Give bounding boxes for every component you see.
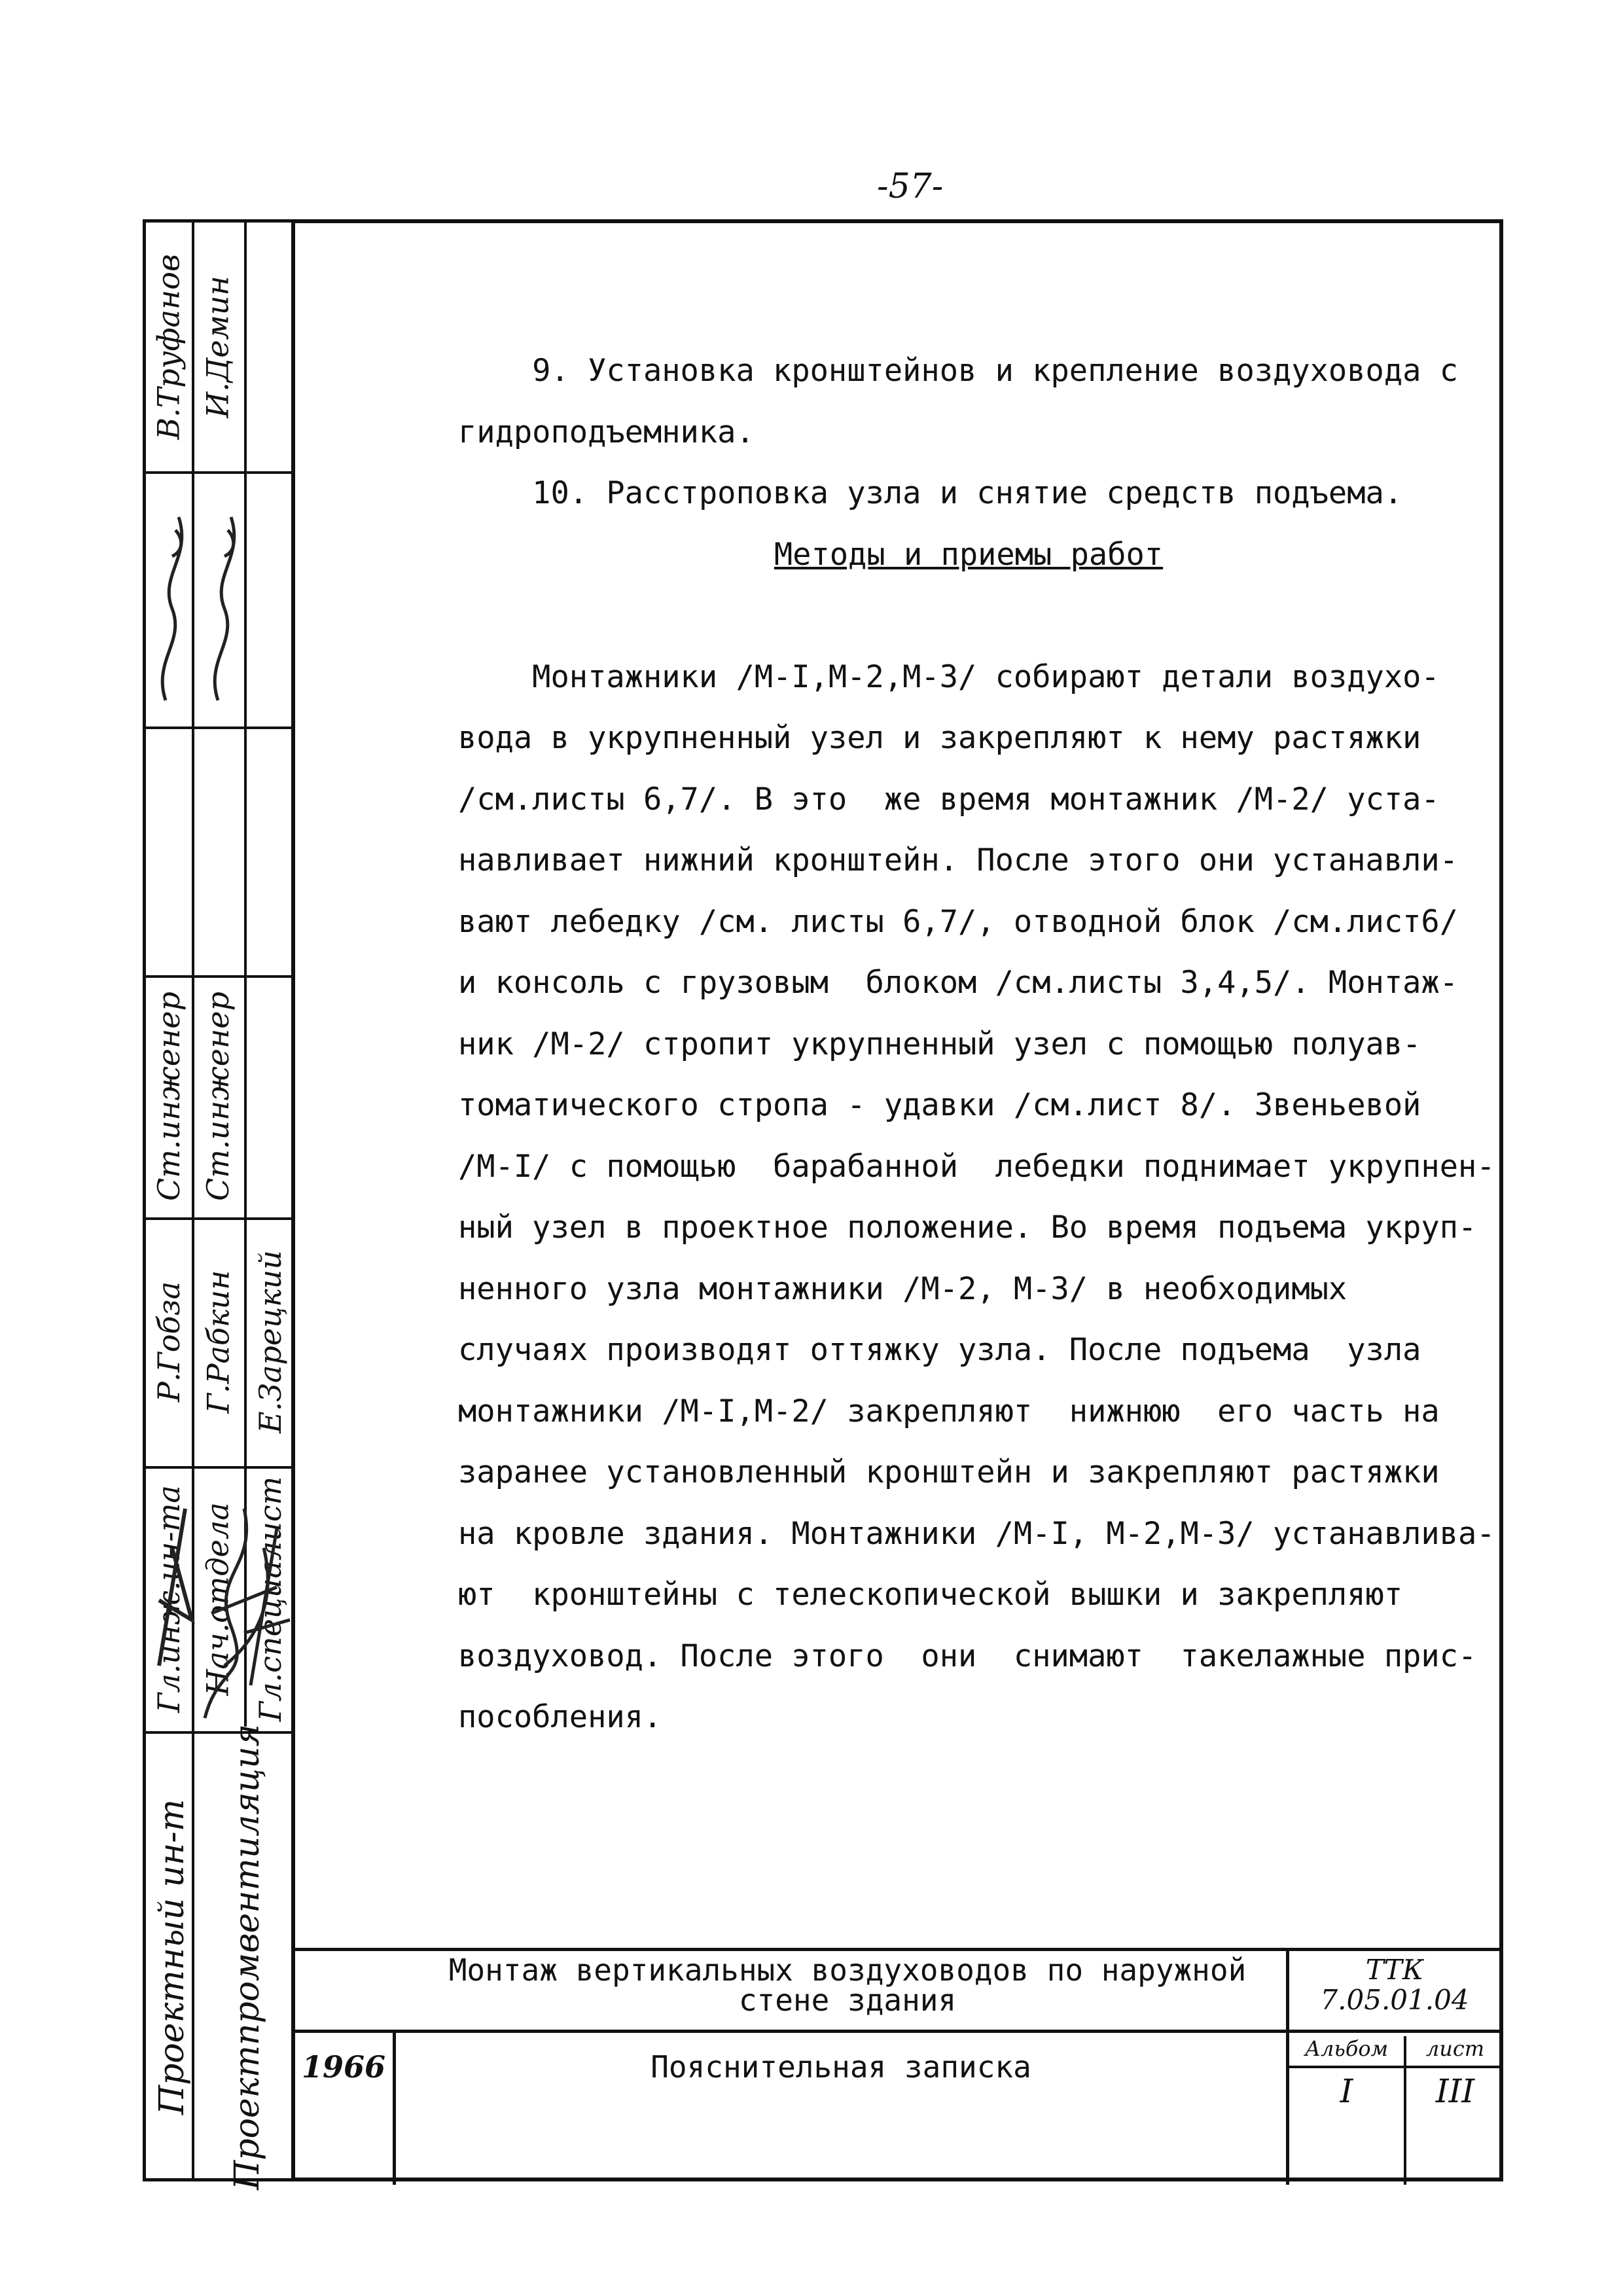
institute-name: Проектпромвентиляция — [228, 1723, 268, 2191]
album-value: I — [1340, 2072, 1353, 2110]
document-name: Пояснительная записка — [651, 2049, 1031, 2085]
signature-strip — [143, 219, 295, 2191]
text-line: Монтажники /М-I,М-2,М-3/ собирают детали воздухо- — [458, 658, 1440, 695]
text-line: /М-I/ с помощью барабанной лебедки поднимает укрупнен- — [458, 1148, 1495, 1185]
title-block — [291, 1948, 1503, 2181]
text-line: на кровле здания. Монтажники /М-I, М-2,М-3/ устанавлива- — [458, 1515, 1495, 1552]
strip-divider — [146, 726, 295, 729]
text-line — [458, 585, 1479, 647]
text-line: воздуховод. После этого они снимают такелажные прис- — [458, 1638, 1477, 1674]
text-line: монтажники /М-I,М-2/ закрепляют нижнюю его часть на — [458, 1393, 1440, 1429]
album-label: Альбом — [1304, 2036, 1389, 2061]
signer-role: Ст.инженер — [151, 992, 187, 1201]
signer-name: В.Труфанов — [151, 254, 187, 440]
document-body — [458, 340, 1495, 1748]
institute-name: Проектный ин-т — [152, 1799, 192, 2115]
text-line: и консоль с грузовым блоком /см.листы 3,4,5/. Монтаж- — [458, 965, 1459, 1001]
signer-role: Гл.специалист — [253, 1476, 288, 1721]
stamp-divider — [1404, 2036, 1406, 2185]
signer-role: Ст.инженер — [200, 992, 236, 1201]
stamp-divider — [1286, 2066, 1503, 2068]
text-line: заранее установленный кронштейн и закрепляют растяжки — [458, 1454, 1440, 1490]
text-line: ют кронштейны с телескопической вышки и закрепляют — [458, 1577, 1403, 1613]
sheet-value: III — [1435, 2072, 1475, 2110]
signer-name: Р.Гобза — [151, 1281, 187, 1403]
document-title-line: Монтаж вертикальных воздуховодов по наружной — [448, 1952, 1247, 1988]
text-line: 9. Установка кронштейнов и крепление воздуховода с — [458, 353, 1459, 389]
signer-name: Е.Зарецкий — [253, 1250, 288, 1433]
page-number: -57- — [877, 167, 944, 206]
text-line: ненного узла монтажники /М-2, М-3/ в необходимых — [458, 1270, 1347, 1307]
document-year: 1966 — [301, 2049, 386, 2085]
text-line: 10. Расстроповка узла и снятие средств подъема. — [458, 475, 1403, 511]
signer-name: И.Демин — [200, 276, 236, 418]
signer-role: Гл.инж.ин-та — [151, 1484, 187, 1713]
document-code-line: 7.05.01.04 — [1320, 1984, 1469, 2016]
document-code — [1289, 1955, 1500, 2015]
text-line: навливает нижний кронштейн. После этого они устанавли- — [458, 842, 1459, 878]
text-line: томатического стропа - удавки /см.лист 8/. Звеньевой — [458, 1087, 1421, 1123]
signer-name: Г.Рабкин — [200, 1270, 236, 1414]
handwritten-signature — [146, 478, 296, 720]
section-heading: Методы и приемы работ — [774, 536, 1164, 573]
text-line: случаях производят оттяжку узла. После подъема узла — [458, 1332, 1421, 1368]
handwritten-signature — [146, 1469, 296, 1728]
text-line: вают лебедку /см. листы 6,7/, отводной блок /см.лист6/ — [458, 903, 1459, 940]
text-line: ный узел в проектное положение. Во время подъема укруп- — [458, 1210, 1477, 1246]
text-line: пособления. — [458, 1699, 662, 1735]
text-line: гидроподъемника. — [458, 414, 755, 450]
sheet-label: лист — [1425, 2036, 1485, 2061]
text-line: ник /М-2/ стропит укрупненный узел с помощью полуав- — [458, 1026, 1421, 1062]
stamp-divider — [291, 2030, 1503, 2033]
strip-divider — [146, 471, 295, 474]
document-code-line: ТТК — [1365, 1954, 1424, 1986]
text-line: /см.листы 6,7/. В это же время монтажник /М-2/ уста- — [458, 781, 1440, 817]
signer-role: Нач.отдела — [200, 1501, 236, 1696]
text-line: вода в укрупненный узел и закрепляют к нему растяжки — [458, 720, 1421, 756]
document-title-line: стене здания — [738, 1982, 957, 2018]
document-title — [396, 1952, 1299, 2018]
